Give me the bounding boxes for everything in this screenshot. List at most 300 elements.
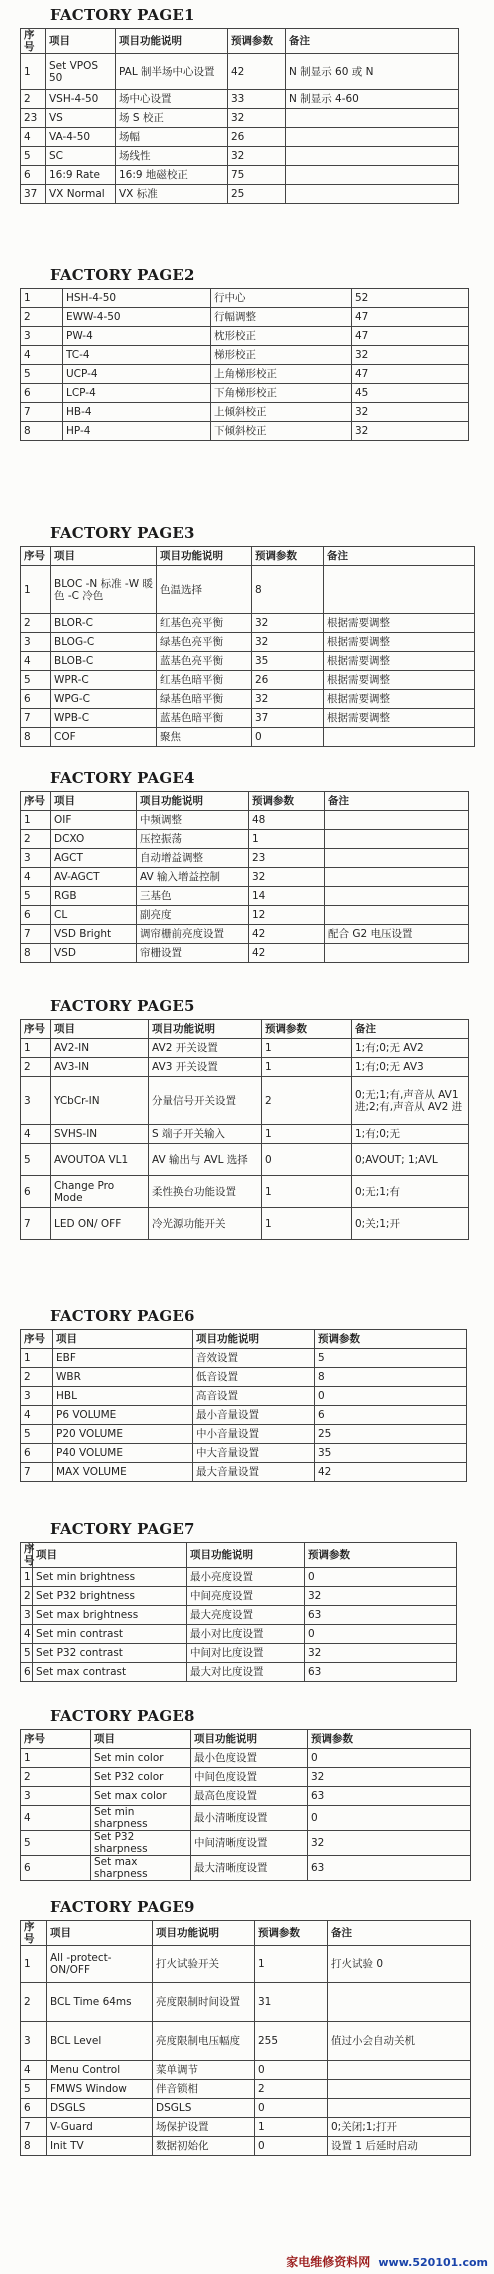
cell-preset: 25 <box>228 185 286 204</box>
cell-index: 6 <box>21 2099 47 2118</box>
column-header-function: 项目功能说明 <box>191 1730 308 1749</box>
cell-item: AGCT <box>51 849 137 868</box>
cell-item: Set max color <box>91 1787 191 1806</box>
column-header-item: 项目 <box>51 1020 149 1039</box>
cell-index: 3 <box>21 1387 53 1406</box>
cell-index: 2 <box>21 90 46 109</box>
cell-item: BCL Time 64ms <box>47 1983 153 2022</box>
cell-item: TC-4 <box>63 346 211 365</box>
table-row <box>21 614 475 633</box>
cell-preset: 47 <box>352 327 469 346</box>
cell-item: WBR <box>53 1368 193 1387</box>
cell-preset: 1 <box>255 1946 328 1983</box>
table-row <box>21 1768 471 1787</box>
cell-remark <box>325 849 469 868</box>
table-row <box>21 690 475 709</box>
cell-item: COF <box>51 728 157 747</box>
cell-function: S 端子开关输入 <box>149 1125 262 1144</box>
cell-function: 绿基色暗平衡 <box>157 690 252 709</box>
cell-index: 2 <box>21 1768 91 1787</box>
column-header-function: 项目功能说明 <box>157 547 252 566</box>
factory-page-7 <box>0 1516 494 1682</box>
cell-function: 梯形校正 <box>211 346 352 365</box>
column-header-item: 项目 <box>46 29 116 54</box>
cell-remark: 根据需要调整 <box>324 709 475 728</box>
column-header-item: 项目 <box>53 1330 193 1349</box>
cell-index: 1 <box>21 54 46 90</box>
parameter-table <box>20 1920 471 2156</box>
cell-function: 场 S 校正 <box>116 109 228 128</box>
table-row <box>21 1444 467 1463</box>
cell-item: DSGLS <box>47 2099 153 2118</box>
table-header-row <box>21 547 475 566</box>
table-row <box>21 1856 471 1881</box>
cell-function: 聚焦 <box>157 728 252 747</box>
cell-function: 枕形校正 <box>211 327 352 346</box>
table-row <box>21 185 459 204</box>
cell-item: HSH-4-50 <box>63 289 211 308</box>
cell-item: Set P32 color <box>91 1768 191 1787</box>
column-header-index: 序号 <box>21 1921 47 1946</box>
table-row <box>21 887 469 906</box>
table-header-row <box>21 29 459 54</box>
cell-item: YCbCr-IN <box>51 1077 149 1125</box>
table-row <box>21 1349 467 1368</box>
cell-function: PAL 制半场中心设置 <box>116 54 228 90</box>
table-row <box>21 1625 457 1644</box>
cell-index: 6 <box>21 906 51 925</box>
cell-remark: 根据需要调整 <box>324 614 475 633</box>
column-header-index: 序号 <box>21 1020 51 1039</box>
cell-remark: 打火试验 0 <box>328 1946 471 1983</box>
table-row <box>21 166 459 185</box>
cell-item: BLOB-C <box>51 652 157 671</box>
cell-item: DCXO <box>51 830 137 849</box>
cell-remark: N 制显示 4-60 <box>286 90 459 109</box>
cell-remark <box>328 1983 471 2022</box>
table-header-row <box>21 1330 467 1349</box>
cell-remark: 配合 G2 电压设置 <box>325 925 469 944</box>
cell-index: 8 <box>21 2137 47 2156</box>
cell-item: VX Normal <box>46 185 116 204</box>
cell-function: 最大对比度设置 <box>187 1663 305 1682</box>
cell-preset: 2 <box>262 1077 352 1125</box>
cell-function: 场中心设置 <box>116 90 228 109</box>
cell-preset: 25 <box>315 1425 467 1444</box>
table-row <box>21 1208 469 1240</box>
cell-index: 4 <box>21 1625 33 1644</box>
table-row <box>21 633 475 652</box>
cell-function: 中频调整 <box>137 811 249 830</box>
cell-preset: 63 <box>308 1787 471 1806</box>
cell-preset: 0 <box>315 1387 467 1406</box>
parameter-table <box>20 1019 469 1240</box>
column-header-remark: 备注 <box>325 792 469 811</box>
cell-item: Set min sharpness <box>91 1806 191 1831</box>
section-title: FACTORY PAGE3 <box>50 524 195 542</box>
cell-index: 3 <box>21 849 51 868</box>
cell-preset: 1 <box>255 2118 328 2137</box>
cell-remark <box>286 128 459 147</box>
table-row <box>21 1039 469 1058</box>
cell-function: 低音设置 <box>193 1368 315 1387</box>
cell-index: 1 <box>21 811 51 830</box>
table-row <box>21 403 469 422</box>
table-row <box>21 709 475 728</box>
cell-remark: 0;无;1;有,声音从 AV1 进;2;有,声音从 AV2 进 <box>352 1077 469 1125</box>
cell-remark <box>325 906 469 925</box>
cell-item: WPR-C <box>51 671 157 690</box>
cell-item: VS <box>46 109 116 128</box>
cell-remark: 0;关闭;1;打开 <box>328 2118 471 2137</box>
cell-preset: 1 <box>262 1208 352 1240</box>
cell-preset: 32 <box>308 1831 471 1856</box>
cell-remark: 根据需要调整 <box>324 671 475 690</box>
table-row <box>21 1787 471 1806</box>
cell-item: UCP-4 <box>63 365 211 384</box>
cell-item: P6 VOLUME <box>53 1406 193 1425</box>
cell-preset: 14 <box>249 887 325 906</box>
column-header-remark: 备注 <box>286 29 459 54</box>
table-row <box>21 2137 471 2156</box>
cell-function: DSGLS <box>153 2099 255 2118</box>
cell-index: 3 <box>21 1077 51 1125</box>
table-row <box>21 671 475 690</box>
column-header-function: 项目功能说明 <box>116 29 228 54</box>
cell-function: 中小音量设置 <box>193 1425 315 1444</box>
cell-index: 7 <box>21 1463 53 1482</box>
table-row <box>21 1058 469 1077</box>
cell-preset: 47 <box>352 308 469 327</box>
cell-item: CL <box>51 906 137 925</box>
cell-function: 红基色暗平衡 <box>157 671 252 690</box>
cell-preset: 63 <box>308 1856 471 1881</box>
cell-index: 5 <box>21 671 51 690</box>
table-row <box>21 830 469 849</box>
cell-remark: N 制显示 60 或 N <box>286 54 459 90</box>
cell-function: 三基色 <box>137 887 249 906</box>
column-header-index: 序号 <box>21 1730 91 1749</box>
cell-remark: 根据需要调整 <box>324 652 475 671</box>
table-row <box>21 1983 471 2022</box>
cell-preset: 32 <box>252 690 324 709</box>
cell-preset: 32 <box>228 147 286 166</box>
column-header-remark: 备注 <box>352 1020 469 1039</box>
cell-function: 最小亮度设置 <box>187 1568 305 1587</box>
cell-function: 数据初始化 <box>153 2137 255 2156</box>
cell-function: 16:9 地磁校正 <box>116 166 228 185</box>
table-row <box>21 54 459 90</box>
cell-item: MAX VOLUME <box>53 1463 193 1482</box>
table-row <box>21 1406 467 1425</box>
cell-function: AV2 开关设置 <box>149 1039 262 1058</box>
column-header-index: 序号 <box>21 29 46 54</box>
table-row <box>21 925 469 944</box>
cell-function: 中间亮度设置 <box>187 1587 305 1606</box>
factory-page-2 <box>0 262 494 441</box>
section-title: FACTORY PAGE8 <box>50 1707 195 1725</box>
cell-function: AV 输入增益控制 <box>137 868 249 887</box>
table-row <box>21 906 469 925</box>
table-row <box>21 1644 457 1663</box>
cell-index: 6 <box>21 1663 33 1682</box>
table-row <box>21 1463 467 1482</box>
cell-item: All -protect- ON/OFF <box>47 1946 153 1983</box>
cell-item: VSH-4-50 <box>46 90 116 109</box>
cell-function: 场幅 <box>116 128 228 147</box>
cell-index: 4 <box>21 346 63 365</box>
cell-preset: 32 <box>249 868 325 887</box>
table-row <box>21 1077 469 1125</box>
cell-preset: 32 <box>352 346 469 365</box>
cell-preset: 0 <box>255 2099 328 2118</box>
cell-function: 调帘栅前亮度设置 <box>137 925 249 944</box>
cell-remark <box>286 166 459 185</box>
cell-item: AV3-IN <box>51 1058 149 1077</box>
cell-function: 最大亮度设置 <box>187 1606 305 1625</box>
column-header-item: 项目 <box>33 1543 187 1568</box>
parameter-table <box>20 288 469 441</box>
cell-preset: 33 <box>228 90 286 109</box>
cell-item: VSD <box>51 944 137 963</box>
table-row <box>21 728 475 747</box>
cell-item: BLOG-C <box>51 633 157 652</box>
cell-item: Menu Control <box>47 2061 153 2080</box>
cell-index: 2 <box>21 308 63 327</box>
column-header-index: 序号 <box>21 547 51 566</box>
parameter-table <box>20 546 475 747</box>
section-title: FACTORY PAGE4 <box>50 769 195 787</box>
cell-preset: 26 <box>228 128 286 147</box>
cell-function: 中间对比度设置 <box>187 1644 305 1663</box>
column-header-function: 项目功能说明 <box>193 1330 315 1349</box>
table-row <box>21 1425 467 1444</box>
cell-index: 7 <box>21 925 51 944</box>
cell-remark: 值过小会自动关机 <box>328 2022 471 2061</box>
cell-item: V-Guard <box>47 2118 153 2137</box>
cell-index: 37 <box>21 185 46 204</box>
cell-preset: 32 <box>305 1644 457 1663</box>
table-row <box>21 1806 471 1831</box>
column-header-remark: 备注 <box>324 547 475 566</box>
cell-item: Set P32 sharpness <box>91 1831 191 1856</box>
cell-remark: 0;AVOUT; 1;AVL <box>352 1144 469 1176</box>
cell-function: VX 标准 <box>116 185 228 204</box>
cell-item: AV2-IN <box>51 1039 149 1058</box>
table-row <box>21 1831 471 1856</box>
cell-function: 柔性换台功能设置 <box>149 1176 262 1208</box>
cell-remark: 1;有;0;无 AV3 <box>352 1058 469 1077</box>
cell-preset: 1 <box>249 830 325 849</box>
cell-remark: 设置 1 后延时启动 <box>328 2137 471 2156</box>
cell-index: 1 <box>21 1568 33 1587</box>
cell-item: VSD Bright <box>51 925 137 944</box>
cell-index: 23 <box>21 109 46 128</box>
table-row <box>21 1176 469 1208</box>
cell-item: SVHS-IN <box>51 1125 149 1144</box>
cell-item: SC <box>46 147 116 166</box>
cell-function: 伴音锁相 <box>153 2080 255 2099</box>
cell-preset: 255 <box>255 2022 328 2061</box>
cell-remark <box>325 868 469 887</box>
cell-preset: 42 <box>249 944 325 963</box>
table-row <box>21 1125 469 1144</box>
cell-preset: 42 <box>249 925 325 944</box>
cell-item: AVOUTOA VL1 <box>51 1144 149 1176</box>
watermark <box>286 2253 488 2270</box>
table-row <box>21 2099 471 2118</box>
cell-function: 蓝基色暗平衡 <box>157 709 252 728</box>
table-row <box>21 327 469 346</box>
cell-remark: 根据需要调整 <box>324 633 475 652</box>
cell-function: 上角梯形校正 <box>211 365 352 384</box>
cell-remark <box>328 2061 471 2080</box>
cell-preset: 26 <box>252 671 324 690</box>
column-header-preset: 预调参数 <box>315 1330 467 1349</box>
cell-remark: 根据需要调整 <box>324 690 475 709</box>
cell-remark: 1;有;0;无 AV2 <box>352 1039 469 1058</box>
table-header-row <box>21 1543 457 1568</box>
table-row <box>21 1587 457 1606</box>
cell-preset: 0 <box>262 1144 352 1176</box>
cell-preset: 0 <box>308 1749 471 1768</box>
cell-function: 行幅调整 <box>211 308 352 327</box>
cell-function: 场保护设置 <box>153 2118 255 2137</box>
cell-preset: 42 <box>315 1463 467 1482</box>
cell-item: Set min brightness <box>33 1568 187 1587</box>
cell-preset: 0 <box>255 2137 328 2156</box>
cell-function: 最小清晰度设置 <box>191 1806 308 1831</box>
cell-preset: 35 <box>315 1444 467 1463</box>
cell-item: Set P32 brightness <box>33 1587 187 1606</box>
cell-item: Set min contrast <box>33 1625 187 1644</box>
cell-preset: 42 <box>228 54 286 90</box>
cell-item: BLOR-C <box>51 614 157 633</box>
table-row <box>21 1749 471 1768</box>
cell-item: HP-4 <box>63 422 211 441</box>
cell-preset: 0 <box>255 2061 328 2080</box>
watermark-url: www.520101.com <box>378 2256 488 2269</box>
parameter-table <box>20 791 469 963</box>
cell-function: 蓝基色亮平衡 <box>157 652 252 671</box>
cell-function: 帘栅设置 <box>137 944 249 963</box>
cell-preset: 35 <box>252 652 324 671</box>
table-row <box>21 365 469 384</box>
section-title: FACTORY PAGE1 <box>50 6 195 24</box>
cell-index: 6 <box>21 1176 51 1208</box>
cell-remark: 1;有;0;无 <box>352 1125 469 1144</box>
table-header-row <box>21 1020 469 1039</box>
cell-remark: 0;无;1;有 <box>352 1176 469 1208</box>
cell-item: Change Pro Mode <box>51 1176 149 1208</box>
section-title: FACTORY PAGE2 <box>50 266 195 284</box>
cell-remark <box>286 185 459 204</box>
cell-preset: 0 <box>252 728 324 747</box>
cell-preset: 5 <box>315 1349 467 1368</box>
cell-index: 8 <box>21 944 51 963</box>
cell-item: BCL Level <box>47 2022 153 2061</box>
cell-index: 1 <box>21 1039 51 1058</box>
cell-index: 5 <box>21 147 46 166</box>
cell-function: 场线性 <box>116 147 228 166</box>
cell-remark <box>325 811 469 830</box>
cell-function: 打火试验开关 <box>153 1946 255 1983</box>
cell-preset: 23 <box>249 849 325 868</box>
table-row <box>21 90 459 109</box>
cell-remark <box>286 147 459 166</box>
cell-function: 亮度限制电压幅度 <box>153 2022 255 2061</box>
cell-index: 1 <box>21 1946 47 1983</box>
cell-function: 副亮度 <box>137 906 249 925</box>
cell-function: 高音设置 <box>193 1387 315 1406</box>
cell-item: P40 VOLUME <box>53 1444 193 1463</box>
factory-page-4 <box>0 765 494 963</box>
cell-index: 2 <box>21 1983 47 2022</box>
cell-preset: 63 <box>305 1606 457 1625</box>
cell-index: 6 <box>21 690 51 709</box>
table-row <box>21 2022 471 2061</box>
table-row <box>21 147 459 166</box>
table-row <box>21 1568 457 1587</box>
column-header-preset: 预调参数 <box>255 1921 328 1946</box>
table-row <box>21 308 469 327</box>
cell-index: 2 <box>21 1058 51 1077</box>
column-header-function: 项目功能说明 <box>153 1921 255 1946</box>
cell-function: 最小对比度设置 <box>187 1625 305 1644</box>
cell-item: Set max brightness <box>33 1606 187 1625</box>
table-row <box>21 1368 467 1387</box>
table-header-row <box>21 792 469 811</box>
cell-index: 4 <box>21 868 51 887</box>
table-row <box>21 1946 471 1983</box>
cell-preset: 8 <box>315 1368 467 1387</box>
table-row <box>21 868 469 887</box>
cell-item: BLOC -N 标准 -W 暖色 -C 冷色 <box>51 566 157 614</box>
cell-function: 中大音量设置 <box>193 1444 315 1463</box>
cell-item: FMWS Window <box>47 2080 153 2099</box>
cell-function: 亮度限制时间设置 <box>153 1983 255 2022</box>
cell-function: 下角梯形校正 <box>211 384 352 403</box>
cell-index: 6 <box>21 384 63 403</box>
table-header-row <box>21 1730 471 1749</box>
cell-function: 行中心 <box>211 289 352 308</box>
column-header-function: 项目功能说明 <box>137 792 249 811</box>
cell-index: 2 <box>21 1587 33 1606</box>
cell-index: 5 <box>21 1831 91 1856</box>
cell-function: 自动增益调整 <box>137 849 249 868</box>
cell-preset: 32 <box>228 109 286 128</box>
cell-function: 最大音量设置 <box>193 1463 315 1482</box>
table-row <box>21 1144 469 1176</box>
table-row <box>21 944 469 963</box>
cell-index: 3 <box>21 1606 33 1625</box>
cell-function: 最高色度设置 <box>191 1787 308 1806</box>
parameter-table <box>20 1729 471 1881</box>
column-header-preset: 预调参数 <box>305 1543 457 1568</box>
cell-remark: 0;关;1;开 <box>352 1208 469 1240</box>
cell-index: 5 <box>21 2080 47 2099</box>
column-header-function: 项目功能说明 <box>149 1020 262 1039</box>
cell-index: 4 <box>21 1806 91 1831</box>
section-title: FACTORY PAGE9 <box>50 1898 195 1916</box>
cell-remark <box>328 2099 471 2118</box>
table-row <box>21 566 475 614</box>
parameter-table <box>20 28 459 204</box>
cell-item: LCP-4 <box>63 384 211 403</box>
cell-item: Set max sharpness <box>91 1856 191 1881</box>
cell-item: HBL <box>53 1387 193 1406</box>
cell-preset: 0 <box>305 1568 457 1587</box>
